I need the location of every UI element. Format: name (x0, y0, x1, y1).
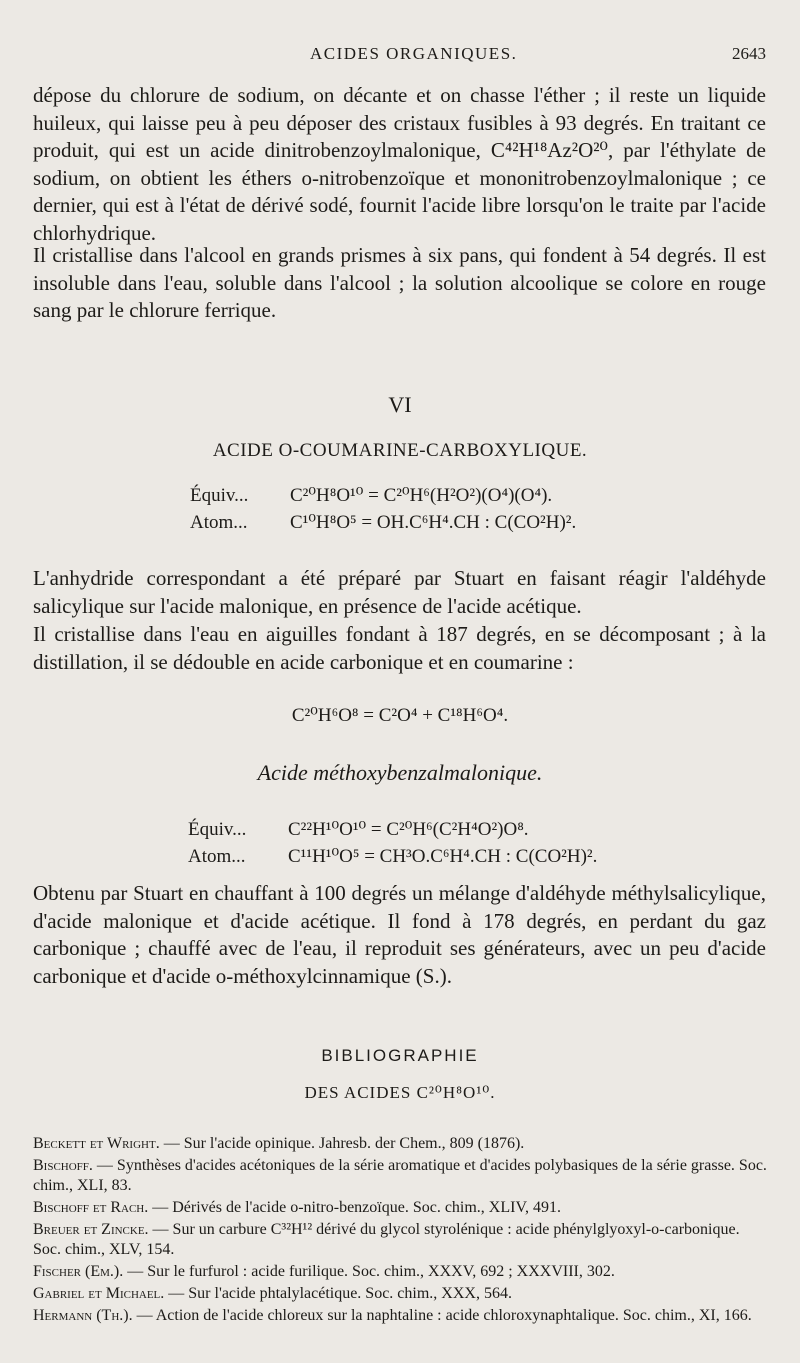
bibliography-title: BIBLIOGRAPHIE (321, 1046, 479, 1065)
bib-entry (33, 1198, 768, 1218)
bib-text: — Sur le furfurol : acide furilique. Soc. chim., XXXV, 692 ; XXXVIII, 302. (123, 1263, 615, 1280)
bib-author: Bischoff. (33, 1157, 93, 1174)
formula-atom-2 (188, 845, 597, 868)
formula-label: Atom... (190, 512, 248, 533)
bibliography-list (33, 1134, 768, 1326)
intro-paragraph: dépose du chlorure de sodium, on décante et on chasse l'éther ; il reste un liquide huileux, qui laisse peu à peu déposer des cristaux fusibles à 93 degrés. En traitant ce produit, qui est un acide dinitrobenzoylmalonique, C⁴²H¹⁸Az²O²⁰, par l'éthylate de sodium, on obtient les éthers o-nitrobenzoïque et mononitrobenzoylmalonique ; ce dernier, qui est à l'état de dérivé sodé, fournit l'acide libre lorsqu'on le traite par l'acide chlorhydrique. (33, 83, 766, 245)
bib-text: — Action de l'acide chloreux sur la naphtaline : acide chloroxynaphtalique. Soc. chim., XI, 166. (132, 1307, 752, 1324)
section-numeral: VI (388, 392, 412, 417)
bib-text: — Sur l'acide opinique. Jahresb. der Chem., 809 (1876). (159, 1135, 525, 1152)
formula-value: C²²H¹⁰O¹⁰ = C²⁰H⁶(C²H⁴O²)O⁸. (288, 819, 529, 840)
running-title: ACIDES ORGANIQUES. (310, 44, 518, 63)
formula-atom-1 (190, 511, 576, 534)
bib-author: Fischer (Em.). (33, 1263, 124, 1280)
section-title: ACIDE O-COUMARINE-CARBOXYLIQUE. (212, 440, 588, 461)
subsection-title: Acide méthoxybenzalmalonique. (257, 760, 543, 785)
bib-entry (33, 1220, 768, 1260)
formula-value: C¹⁰H⁸O⁵ = OH.C⁶H⁴.CH : C(CO²H)². (290, 512, 577, 533)
bib-text: — Sur l'acide phtalylacétique. Soc. chim., XXX, 564. (164, 1285, 512, 1302)
bib-author: Beckett et Wright. (33, 1135, 160, 1152)
formula-label: Atom... (188, 846, 246, 867)
formula-value: C¹¹H¹⁰O⁵ = CH³O.C⁶H⁴.CH : C(CO²H)². (288, 846, 598, 867)
bib-text: — Sur un carbure C³²H¹² dérivé du glycol styrolénique : acide phénylglyoxyl-o-carbonique. Soc. chim., XLV, 154. (33, 1221, 740, 1258)
formula-label: Équiv... (188, 819, 247, 840)
bib-author: Bischoff et Rach. (33, 1199, 149, 1216)
bib-entry (33, 1306, 768, 1326)
reaction-equation: C²⁰H⁶O⁸ = C²O⁴ + C¹⁸H⁶O⁴. (291, 705, 509, 726)
formula-equiv-2 (188, 818, 529, 841)
bib-entry (33, 1262, 768, 1282)
page-header (0, 44, 800, 72)
formula-equiv-1 (190, 484, 552, 507)
bib-text: — Dérivés de l'acide o-nitro-benzoïque. Soc. chim., XLIV, 491. (148, 1199, 561, 1216)
bibliography-subtitle: DES ACIDES C²⁰H⁸O¹⁰. (304, 1083, 496, 1102)
bib-text: — Synthèses d'acides acétoniques de la série aromatique et d'acides polybasiques de la série grasse. Soc. chim., XLI, 83. (33, 1157, 767, 1194)
paragraph-methoxy: Obtenu par Stuart en chauffant à 100 degrés un mélange d'aldéhyde méthylsalicylique, d'acide malonique et d'acide acétique. Il fond à 178 degrés, en perdant du gaz carbonique ; chauffé avec de l'eau, il reproduit ses générateurs, avec un peu d'acide carbonique et d'acide o-méthoxylcinnamique (S.). (33, 881, 766, 988)
bib-entry (33, 1284, 768, 1304)
bib-author: Hermann (Th.). (33, 1307, 133, 1324)
formula-value: C²⁰H⁸O¹⁰ = C²⁰H⁶(H²O²)(O⁴)(O⁴). (290, 485, 553, 506)
page-number: 2643 (732, 44, 766, 63)
formula-label: Équiv... (190, 485, 249, 506)
intro-paragraph-2: Il cristallise dans l'alcool en grands prismes à six pans, qui fondent à 54 degrés. Il est insoluble dans l'eau, soluble dans l'alcool ; la solution alcoolique se colore en rouge sang par le chlorure ferrique. (33, 243, 766, 322)
paragraph-crystallisation: Il cristallise dans l'eau en aiguilles fondant à 187 degrés, en se décomposant ; à la distillation, il se dédouble en acide carbonique et en coumarine : (33, 622, 766, 674)
bib-author: Breuer et Zincke. (33, 1221, 149, 1238)
paragraph-stuart: L'anhydride correspondant a été préparé par Stuart en faisant réagir l'aldéhyde salicylique sur l'acide malonique, en présence de l'acide acétique. (33, 566, 766, 618)
bib-entry (33, 1134, 768, 1154)
bib-entry (33, 1156, 768, 1196)
bib-author: Gabriel et Michael. (33, 1285, 165, 1302)
